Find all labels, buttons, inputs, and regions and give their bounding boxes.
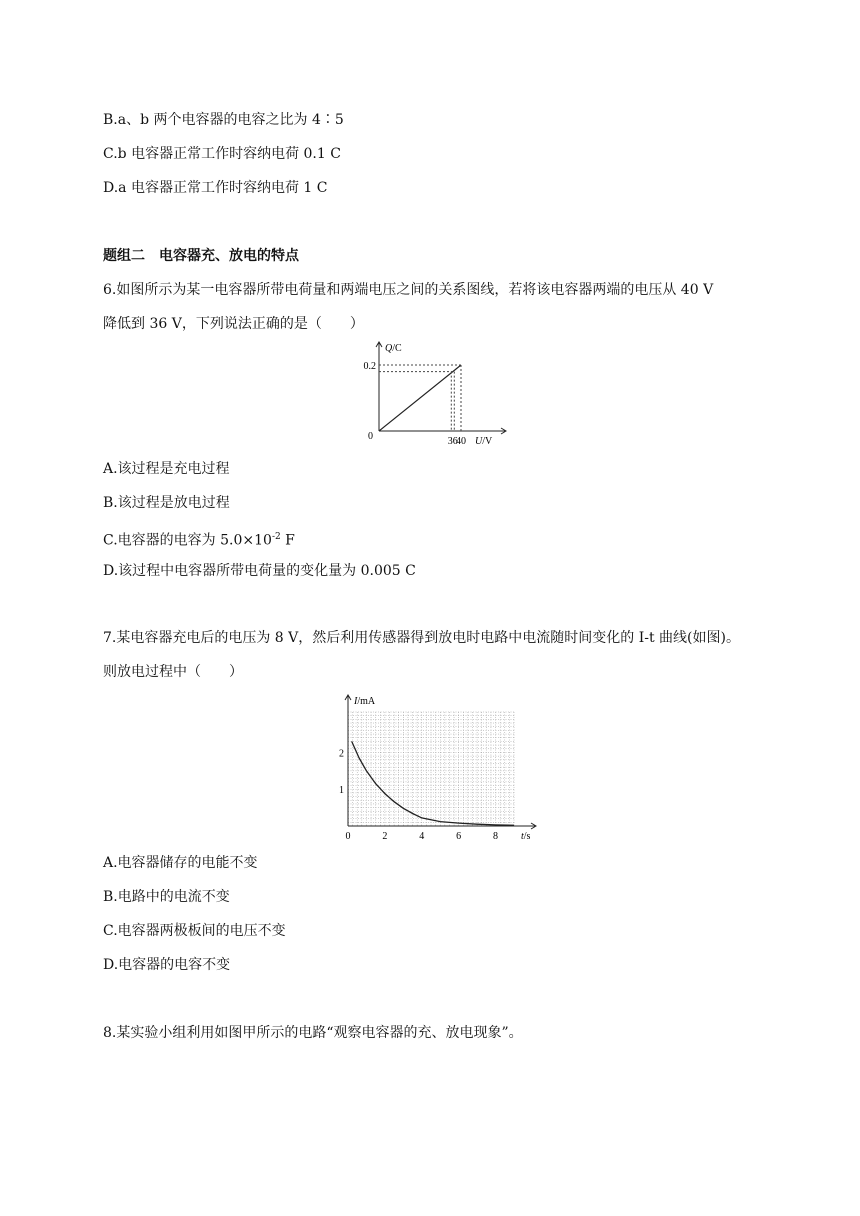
x-axis-label: U/V [475, 436, 493, 447]
x-tick-0: 0 [368, 431, 373, 442]
q-u-chart [364, 342, 507, 447]
x-tick-36: 36 [447, 436, 458, 447]
q7-option-d: D.电容器的电容不变 [103, 957, 231, 973]
x-tick-40: 40 [456, 436, 466, 447]
q6-option-c-text: C.电容器的电容为 5.0×10 [103, 532, 272, 549]
q8-stem-line1: 8.某实验小组利用如图甲所示的电路“观察电容器的充、放电现象”。 [103, 1025, 523, 1041]
x-axis-label: t/s [521, 831, 531, 842]
q7-option-a: A.电容器储存的电能不变 [103, 855, 258, 871]
y-tick-2: 2 [339, 748, 344, 760]
option-c-prev: C.b 电容器正常工作时容纳电荷 0.1 C [103, 146, 341, 162]
q7-option-b: B.电路中的电流不变 [103, 889, 230, 905]
q6-option-d: D.该过程中电容器所带电荷量的变化量为 0.005 C [103, 563, 416, 579]
q7-stem-line2: 则放电过程中（ ） [103, 664, 243, 680]
x-tick-8: 8 [493, 831, 499, 842]
i-t-chart [339, 695, 536, 842]
x-tick-2: 2 [382, 831, 388, 842]
y-axis-label: Q/C [385, 343, 402, 354]
y-tick-0.2: 0.2 [363, 361, 376, 372]
section-heading: 题组二 电容器充、放电的特点 [103, 248, 299, 264]
y-tick-1: 1 [339, 785, 344, 797]
q7-stem-line1: 7.某电容器充电后的电压为 8 V，然后利用传感器得到放电时电路中电流随时间变化的 I-t 曲线(如图)。 [103, 630, 740, 646]
q7-figure [330, 690, 550, 844]
q6-option-a: A.该过程是充电过程 [103, 461, 230, 477]
q6-stem-line2: 降低到 36 V，下列说法正确的是（ ） [103, 316, 364, 332]
q6-option-c-exponent: -2 [271, 532, 281, 542]
option-b-prev: B.a、b 两个电容器的电容之比为 4∶5 [103, 112, 344, 128]
y-axis-label: I/mA [354, 696, 376, 707]
x-tick-4: 4 [419, 831, 425, 842]
q7-option-c: C.电容器两极板间的电压不变 [103, 923, 286, 939]
q6-option-c [103, 527, 295, 551]
series-line [379, 365, 461, 431]
q6-figure [355, 337, 515, 449]
q6-stem-line1: 6.如图所示为某一电容器所带电荷量和两端电压之间的关系图线，若将该电容器两端的电压从 40 V [103, 282, 714, 298]
discharge-curve [352, 741, 514, 825]
q6-option-c-unit: F [280, 532, 295, 549]
option-d-prev: D.a 电容器正常工作时容纳电荷 1 C [103, 180, 328, 196]
x-tick-0: 0 [345, 831, 351, 842]
q6-option-b: B.该过程是放电过程 [103, 495, 230, 511]
x-tick-6: 6 [456, 831, 462, 842]
